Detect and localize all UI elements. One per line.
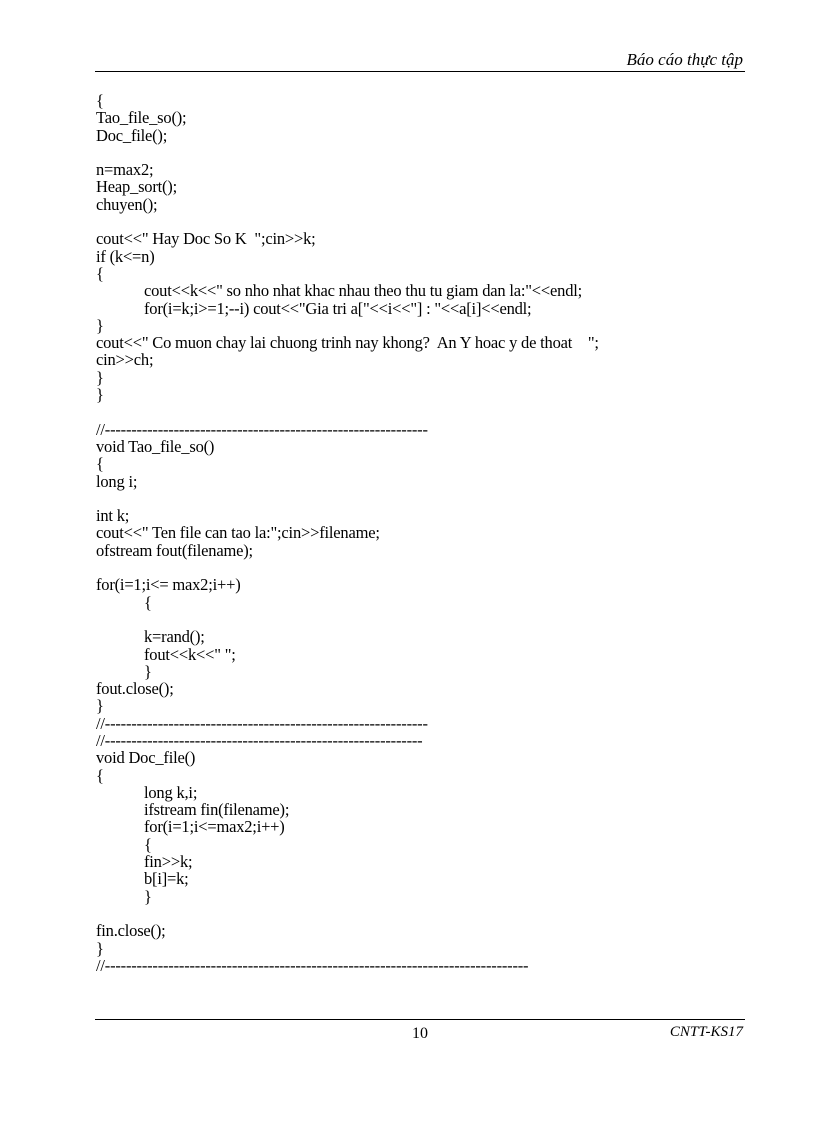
code-line: long k,i;: [144, 782, 198, 802]
code-line: //--------------------------------------------------------------------------------: [96, 955, 529, 975]
code-line: fout<<k<<" ";: [144, 644, 236, 664]
code-line: //-------------------------------------------------------------: [96, 713, 428, 733]
code-line-blank: [96, 213, 736, 230]
code-line: long i;: [96, 471, 138, 491]
code-line: }: [96, 938, 104, 958]
code-line: //------------------------------------------------------------: [96, 730, 423, 750]
code-line: if (k<=n): [96, 246, 155, 266]
code-line-blank: [96, 403, 736, 420]
code-line: }: [96, 385, 104, 405]
code-line: }: [96, 367, 104, 387]
code-line: {: [96, 454, 104, 474]
code-line: }: [144, 886, 152, 906]
code-line: fin>>k;: [144, 852, 193, 872]
code-line: Doc_file();: [96, 125, 168, 145]
code-line: fin.close();: [96, 921, 166, 941]
code-line: chuyen();: [96, 194, 158, 214]
code-line: {: [96, 765, 104, 785]
code-line: cout<<" Co muon chay lai chuong trinh nay khong? An Y hoac y de thoat ";: [96, 333, 599, 353]
code-line: Tao_file_so();: [96, 108, 187, 128]
code-line: ofstream fout(filename);: [96, 540, 253, 560]
code-line: k=rand();: [144, 627, 205, 647]
code-line: for(i=1;i<= max2;i++): [96, 575, 241, 595]
code-line: cout<<" Ten file can tao la:";cin>>filename;: [96, 523, 380, 543]
code-line: }: [96, 315, 104, 335]
code-line-blank: [96, 144, 736, 161]
code-line: {: [144, 834, 152, 854]
footer-divider: [95, 1019, 745, 1020]
header-title: Báo cáo thực tập: [626, 50, 743, 69]
code-line: void Doc_file(): [96, 748, 196, 768]
code-line: cin>>ch;: [96, 350, 154, 370]
header-divider: [95, 71, 745, 72]
footer-label: CNTT-KS17: [669, 1024, 743, 1040]
code-line: Heap_sort();: [96, 177, 177, 197]
code-line: n=max2;: [96, 160, 154, 180]
code-line: {: [144, 592, 152, 612]
page-number: 10: [412, 1025, 428, 1042]
code-line-blank: [96, 490, 736, 507]
code-line: b[i]=k;: [144, 869, 189, 889]
code-line: for(i=k;i>=1;--i) cout<<"Gia tri a["<<i<<"] : "<<a[i]<<endl;: [144, 298, 532, 318]
code-line: {: [96, 91, 104, 110]
code-listing: [96, 92, 736, 974]
code-line-blank: [96, 559, 736, 576]
code-line-blank: [96, 611, 736, 628]
code-line: void Tao_file_so(): [96, 436, 215, 456]
code-line: ifstream fin(filename);: [144, 800, 290, 820]
code-line: for(i=1;i<=max2;i++): [144, 817, 285, 837]
code-line: //-------------------------------------------------------------: [96, 419, 428, 439]
code-line: {: [96, 263, 104, 283]
code-line: }: [144, 661, 152, 681]
code-line: fout.close();: [96, 679, 174, 699]
code-line-blank: [96, 905, 736, 922]
code-line: cout<<k<<" so nho nhat khac nhau theo thu tu giam dan la:"<<endl;: [144, 281, 583, 301]
code-line: int k;: [96, 506, 130, 526]
code-line: cout<<" Hay Doc So K ";cin>>k;: [96, 229, 316, 249]
code-line: }: [96, 696, 104, 716]
